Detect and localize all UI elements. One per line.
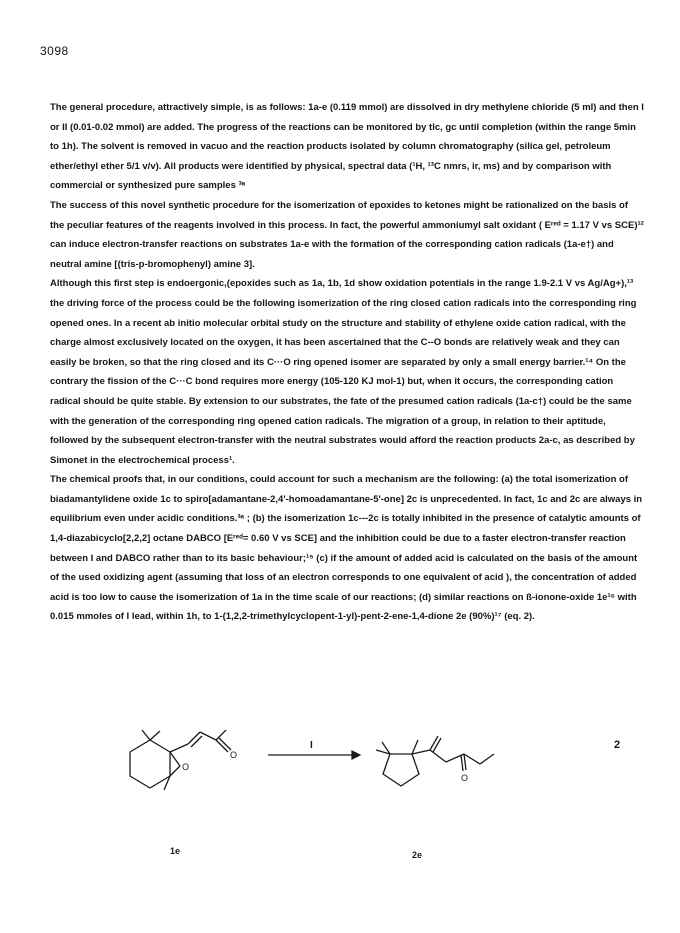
reaction-scheme	[120, 730, 600, 890]
page-number: 3098	[40, 44, 69, 58]
product-structure	[376, 736, 494, 786]
reaction-arrow	[268, 751, 360, 759]
product-label: 2e	[412, 850, 423, 860]
paragraph-proofs: The chemical proofs that, in our conditions, could account for such a mechanism are the following: (a) the total isomerization of biadamantylidene oxide 1c to spiro[adamantane-2,4'-homoadamantane-5'-one] 2c is unprecedented. In fact, 1c and 2c are always in equilibrium even under acidic conditions.³ᵃ ; (b) the isomerization 1c---2c is totally inhibited in the presence of catalytic amounts of 1,4-diazabicyclo[2,2,2] octane DABCO [Eʳᵉᵈ= 0.60 V vs SCE] and the inhibition could be due to a faster electron-transfer reaction between I and DABCO rather than to its basic behaviour;¹⁵ (c) if the amount of added acid is calculated on the basis of the amount of the used oxidizing agent (assuming that loss of an electron corresponds to one equivalent of acid ), the concentration of added acid is too low to cause the isomerization of 1a in the time scale of our reactions; (d) similar reactions on ß-ionone-oxide 1e¹⁶ with 0.015 mmoles of I lead, within 1h, to 1-(1,2,2-trimethylcyclopent-1-yl)-pent-2-ene-1,4-dione 2e (90%)¹⁷ (eq. 2).	[50, 474, 643, 623]
product-oxygen: O	[461, 773, 469, 783]
substrate-structure	[130, 730, 231, 790]
body-text	[50, 98, 644, 627]
reagent-label: I	[310, 740, 313, 751]
ketone-oxygen: O	[230, 750, 238, 760]
paragraph-rationale: The success of this novel synthetic procedure for the isomerization of epoxides to ketones might be rationalized on the basis of the peculiar features of the reagents involved in this process. In fact, the powerful ammoniumyl salt oxidant ( Eʳᵉᵈ = 1.17 V vs SCE)¹² can induce electron-transfer reactions on substrates 1a-e with the formation of the corresponding cation radicals (1a-e†) and neutral amine [(tris-p-bromophenyl) amine 3].	[50, 199, 644, 270]
paragraph-mechanism: Although this first step is endoergonic,(epoxides such as 1a, 1b, 1d show oxidation potentials in the range 1.9-2.1 V vs Ag/Ag+),¹³ the driving force of the process could be the following isomerization of the ring closed cation radicals into the corresponding ring opened ones. In a recent ab initio molecular orbital study on the structure and stability of ethylene oxide cation radical, with the charge almost exclusively located on the oxygen, it has been ascertained that the C--O bonds are relatively weak and they can easily be broken, so that the ring closed and its C···O ring opened isomer are separated by only a small energy barrier.¹⁴ On the contrary the fission of the C···C bond requires more energy (105-120 KJ mol-1) but, when it occurs, the corresponding cation radical should be quite stable. By extension to our substrates, the fate of the presumed cation radicals (1a-c†) could be the same with the generation of the corresponding ring opened cation radicals. The migration of a group, in relation to their aptitude, followed by the subsequent electron-transfer with the neutral substrates would afford the reaction products 2a-c, as described by Simonet in the electrochemical process¹.	[50, 278, 637, 466]
paragraph-procedure: The general procedure, attractively simple, is as follows: 1a-e (0.119 mmol) are dissolved in dry methylene chloride (5 ml) and then I or II (0.01-0.02 mmol) are added. The progress of the reactions can be monitored by tlc, gc until completion (within the range 5min to 1h). The solvent is removed in vacuo and the reaction products isolated by column chromatography (silica gel, petroleum ether/ethyl ether 5/1 v/v). All products were identified by physical, spectral data (¹H, ¹³C nmrs, ir, ms) and by comparison with commercial or synthesized pure samples ³ᵃ	[50, 102, 644, 192]
substrate-label: 1e	[170, 846, 181, 856]
equation-number: 2	[614, 739, 621, 751]
epoxide-oxygen: O	[182, 762, 190, 772]
